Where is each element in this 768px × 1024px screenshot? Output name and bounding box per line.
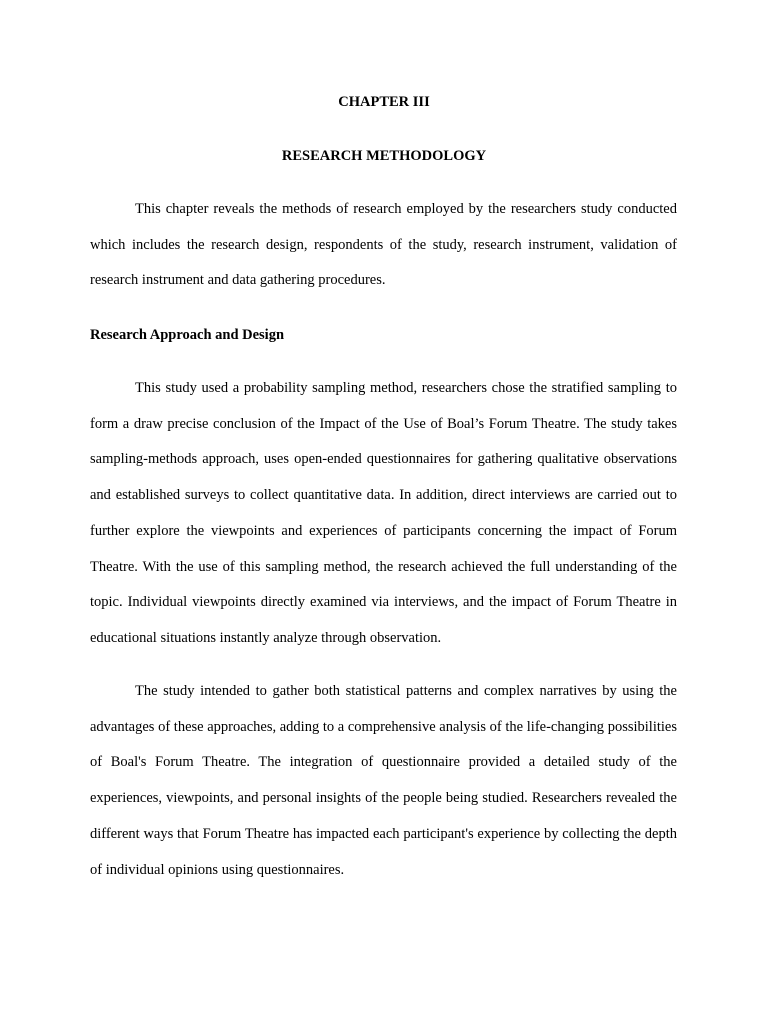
chapter-label: CHAPTER III — [338, 94, 430, 110]
chapter-title: RESEARCH METHODOLOGY — [281, 148, 487, 164]
intro-paragraph: This chapter reveals the methods of research employed by the researchers study conducted which includes the research design, respondents of the study, research instrument, validation of research instrument and data gathering procedures. — [90, 201, 677, 289]
section-paragraph: This study used a probability sampling method, researchers chose the stratified sampling to form a draw precise conclusion of the Impact of the Use of Boal’s Forum Theatre. The study takes sampling-methods approach, uses open-ended questionnaires for gathering qualitative observations and established surveys to collect quantitative data. In addition, direct interviews are carried out to further explore the viewpoints and experiences of participants concerning the impact of Forum Theatre. With the use of this sampling method, the research achieved the full understanding of the topic. Individual viewpoints directly examined via interviews, and the impact of Forum Theatre in educational situations instantly analyze through observation. — [90, 380, 677, 646]
section-paragraph: The study intended to gather both statistical patterns and complex narratives by using the advantages of these approaches, adding to a comprehensive analysis of the life-changing possibilities of Boal's Forum Theatre. The integration of questionnaire provided a detailed study of the experiences, viewpoints, and personal insights of the people being studied. Researchers revealed the different ways that Forum Theatre has impacted each participant's experience by collecting the depth of individual opinions using questionnaires. — [90, 683, 677, 878]
section-heading: Research Approach and Design — [90, 327, 285, 343]
